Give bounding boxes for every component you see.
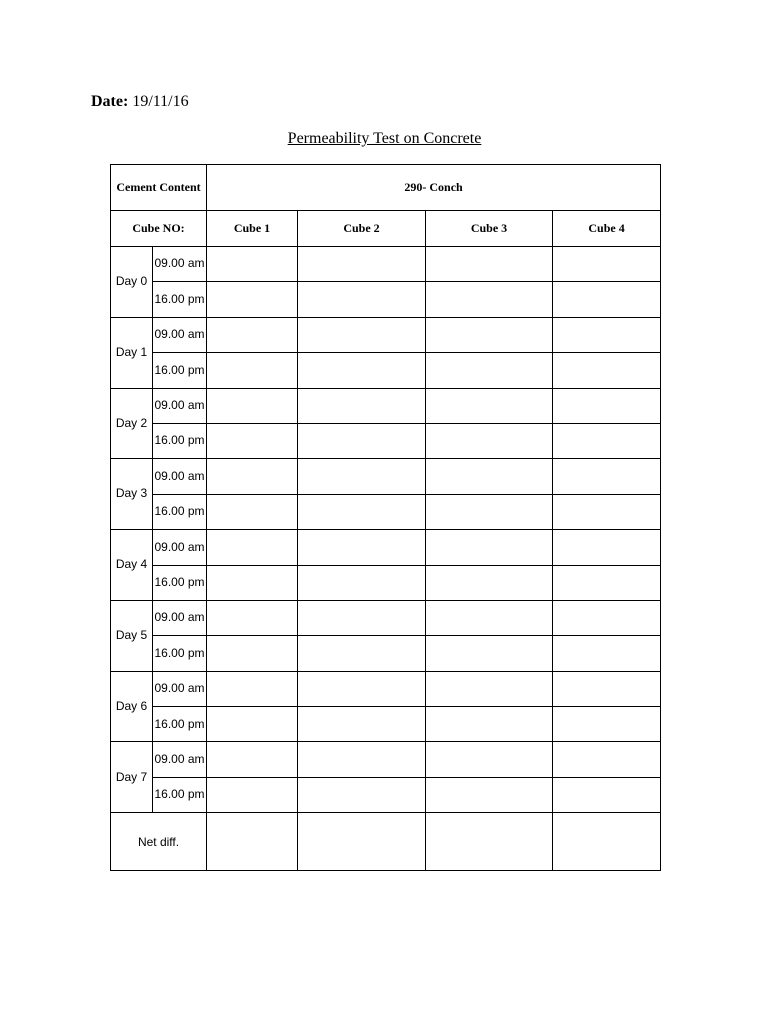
reading-cell[interactable] xyxy=(426,565,553,600)
day-label: Day 5 xyxy=(111,600,153,671)
cube-header-row xyxy=(111,211,661,247)
reading-cell[interactable] xyxy=(207,530,298,565)
time-label: 16.00 pm xyxy=(153,282,207,317)
reading-row xyxy=(111,707,661,742)
date-line xyxy=(91,93,189,111)
cube-header: Cube 2 xyxy=(298,211,426,247)
reading-cell[interactable] xyxy=(553,530,661,565)
reading-cell[interactable] xyxy=(553,777,661,812)
cement-row xyxy=(111,165,661,211)
reading-cell[interactable] xyxy=(426,317,553,352)
reading-row xyxy=(111,353,661,388)
reading-cell[interactable] xyxy=(426,459,553,494)
net-diff-cell[interactable] xyxy=(207,813,298,871)
reading-cell[interactable] xyxy=(207,423,298,458)
reading-row xyxy=(111,282,661,317)
time-label: 16.00 pm xyxy=(153,423,207,458)
reading-row xyxy=(111,742,661,777)
reading-cell[interactable] xyxy=(207,636,298,671)
reading-row xyxy=(111,600,661,635)
reading-row xyxy=(111,777,661,812)
reading-row xyxy=(111,459,661,494)
cement-content-value: 290- Conch xyxy=(207,165,661,211)
reading-cell[interactable] xyxy=(553,565,661,600)
cube-header: Cube 4 xyxy=(553,211,661,247)
time-label: 16.00 pm xyxy=(153,494,207,529)
reading-cell[interactable] xyxy=(207,459,298,494)
time-label: 16.00 pm xyxy=(153,777,207,812)
reading-cell[interactable] xyxy=(298,494,426,529)
time-label: 09.00 am xyxy=(153,317,207,352)
permeability-table xyxy=(110,164,661,871)
reading-row xyxy=(111,530,661,565)
reading-row xyxy=(111,388,661,423)
reading-row xyxy=(111,247,661,282)
reading-cell[interactable] xyxy=(553,636,661,671)
reading-cell[interactable] xyxy=(553,459,661,494)
reading-cell[interactable] xyxy=(426,636,553,671)
time-label: 16.00 pm xyxy=(153,353,207,388)
time-label: 09.00 am xyxy=(153,530,207,565)
reading-cell[interactable] xyxy=(426,742,553,777)
net-diff-label: Net diff. xyxy=(111,813,207,871)
day-label: Day 6 xyxy=(111,671,153,742)
time-label: 16.00 pm xyxy=(153,636,207,671)
reading-cell[interactable] xyxy=(553,494,661,529)
time-label: 09.00 am xyxy=(153,742,207,777)
reading-cell[interactable] xyxy=(207,742,298,777)
day-label: Day 0 xyxy=(111,247,153,318)
reading-cell[interactable] xyxy=(298,423,426,458)
time-label: 09.00 am xyxy=(153,459,207,494)
reading-cell[interactable] xyxy=(553,707,661,742)
document-title: Permeability Test on Concrete xyxy=(287,130,482,147)
cube-no-label: Cube NO: xyxy=(111,211,207,247)
cube-header: Cube 1 xyxy=(207,211,298,247)
time-label: 16.00 pm xyxy=(153,565,207,600)
reading-cell[interactable] xyxy=(207,707,298,742)
reading-cell[interactable] xyxy=(426,600,553,635)
reading-cell[interactable] xyxy=(426,423,553,458)
reading-row xyxy=(111,317,661,352)
reading-cell[interactable] xyxy=(207,565,298,600)
reading-cell[interactable] xyxy=(298,317,426,352)
day-label: Day 4 xyxy=(111,530,153,601)
reading-cell[interactable] xyxy=(553,671,661,706)
net-diff-cell[interactable] xyxy=(298,813,426,871)
reading-cell[interactable] xyxy=(207,600,298,635)
reading-row xyxy=(111,565,661,600)
reading-cell[interactable] xyxy=(298,282,426,317)
day-label: Day 7 xyxy=(111,742,153,813)
net-diff-cell[interactable] xyxy=(426,813,553,871)
reading-cell[interactable] xyxy=(298,459,426,494)
reading-cell[interactable] xyxy=(426,388,553,423)
reading-cell[interactable] xyxy=(426,282,553,317)
cement-content-label: Cement Content xyxy=(111,165,207,211)
reading-cell[interactable] xyxy=(553,742,661,777)
reading-cell[interactable] xyxy=(426,494,553,529)
reading-row xyxy=(111,494,661,529)
reading-cell[interactable] xyxy=(207,388,298,423)
reading-cell[interactable] xyxy=(298,707,426,742)
reading-cell[interactable] xyxy=(553,282,661,317)
reading-cell[interactable] xyxy=(298,742,426,777)
reading-cell[interactable] xyxy=(426,777,553,812)
reading-cell[interactable] xyxy=(207,247,298,282)
reading-cell[interactable] xyxy=(553,247,661,282)
reading-cell[interactable] xyxy=(426,707,553,742)
reading-cell[interactable] xyxy=(426,530,553,565)
time-label: 16.00 pm xyxy=(153,707,207,742)
reading-cell[interactable] xyxy=(553,317,661,352)
reading-cell[interactable] xyxy=(298,777,426,812)
reading-cell[interactable] xyxy=(298,636,426,671)
cube-header: Cube 3 xyxy=(426,211,553,247)
time-label: 09.00 am xyxy=(153,247,207,282)
time-label: 09.00 am xyxy=(153,388,207,423)
reading-cell[interactable] xyxy=(298,353,426,388)
reading-cell[interactable] xyxy=(207,777,298,812)
reading-row xyxy=(111,423,661,458)
reading-cell[interactable] xyxy=(207,353,298,388)
reading-cell[interactable] xyxy=(553,353,661,388)
reading-cell[interactable] xyxy=(553,600,661,635)
reading-cell[interactable] xyxy=(298,671,426,706)
reading-cell[interactable] xyxy=(298,565,426,600)
reading-cell[interactable] xyxy=(207,317,298,352)
reading-cell[interactable] xyxy=(553,423,661,458)
reading-cell[interactable] xyxy=(207,671,298,706)
reading-cell[interactable] xyxy=(207,494,298,529)
net-diff-row xyxy=(111,813,661,871)
reading-cell[interactable] xyxy=(298,388,426,423)
date-label: Date: xyxy=(91,93,129,110)
reading-cell[interactable] xyxy=(426,671,553,706)
date-value: 19/11/16 xyxy=(132,93,189,110)
reading-cell[interactable] xyxy=(426,353,553,388)
reading-row xyxy=(111,671,661,706)
day-label: Day 1 xyxy=(111,317,153,388)
day-label: Day 3 xyxy=(111,459,153,530)
time-label: 09.00 am xyxy=(153,671,207,706)
reading-row xyxy=(111,636,661,671)
net-diff-cell[interactable] xyxy=(553,813,661,871)
day-label: Day 2 xyxy=(111,388,153,459)
reading-cell[interactable] xyxy=(207,282,298,317)
reading-cell[interactable] xyxy=(298,247,426,282)
reading-cell[interactable] xyxy=(298,600,426,635)
reading-cell[interactable] xyxy=(426,247,553,282)
reading-cell[interactable] xyxy=(553,388,661,423)
time-label: 09.00 am xyxy=(153,600,207,635)
reading-cell[interactable] xyxy=(298,530,426,565)
